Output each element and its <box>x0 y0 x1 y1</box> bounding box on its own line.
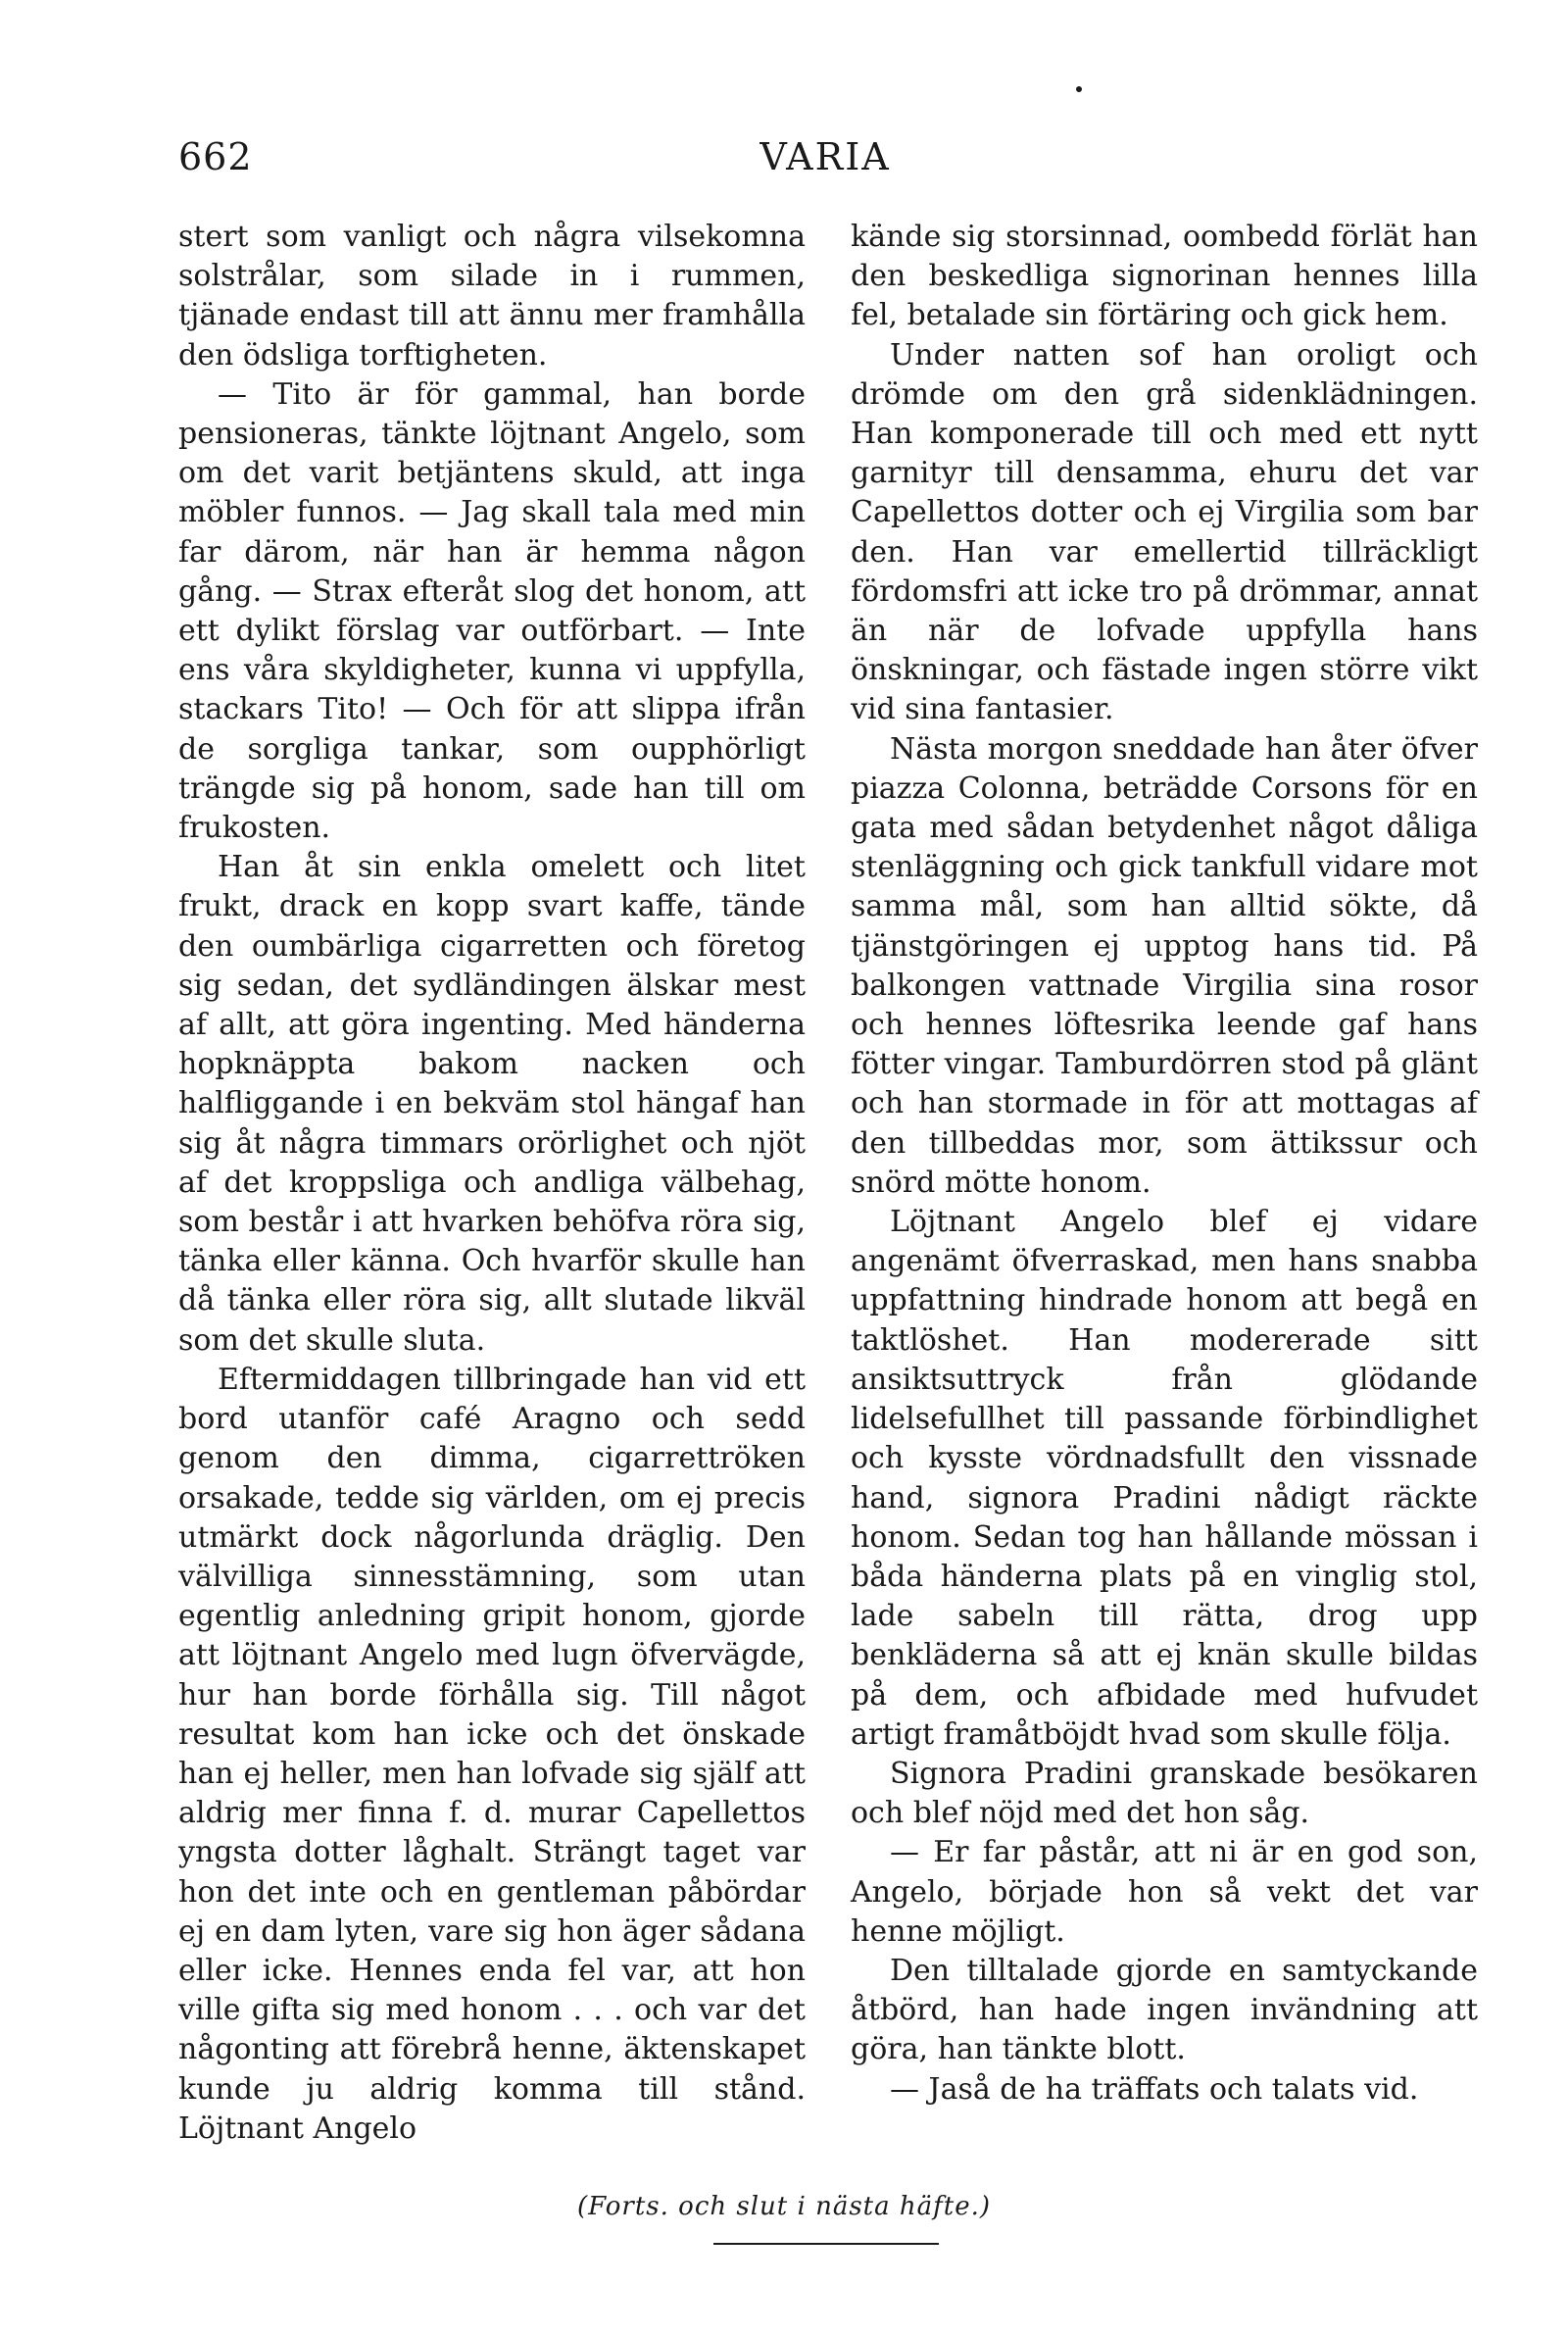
paragraph: kände sig storsinnad, oombedd förlät han den beskedliga signorinan hennes lilla fel, betalade sin förtäring och gick hem. <box>851 220 1478 333</box>
paragraph: Nästa morgon sneddade han åter öfver piazza Colonna, beträdde Corsons för en gata med sådan betydenhet något dåliga stenläggning och gick tankfull vidare mot samma mål, som han alltid sökte, då tjänstgöringen ej upptog hans tid. På balkongen vattnade Virgilia sina rosor och hennes löftesrika leende gaf hans fötter vingar. Tamburdörren stod på glänt och han stormade in för att mottagas af den tillbeddas mor, som ättikssur och snörd mötte honom. <box>851 731 1478 1200</box>
running-title: VARIA <box>760 135 891 178</box>
paragraph: Den tilltalade gjorde en samtyckande åtbörd, han hade ingen invändning att göra, han tänkte blott. <box>851 1953 1478 2067</box>
paragraph: — Jaså de ha träffats och talats vid. <box>890 2071 1419 2107</box>
footer-rule <box>713 2243 939 2245</box>
paragraph: Signora Pradini granskade besökaren och blef nöjd med det hon såg. <box>851 1756 1478 1831</box>
paragraph: Under natten sof han oroligt och drömde om den grå sidenklädningen. Han komponerade till och med ett nytt garnityr till densamma, ehuru det var Capellettos dotter och ej Virgilia som bar den. Han var emellertid tillräckligt fördomsfri att icke tro på drömmar, annat än när de lofvade uppfylla hans önskningar, och fästade ingen större vikt vid sina fantasier. <box>851 337 1478 727</box>
page-number: 662 <box>178 135 253 178</box>
paragraph: Löjtnant Angelo blef ej vidare angenämt öfverraskad, men hans snabba uppfattning hindrade honom att begå en taktlöshet. Han modererade sitt ansiktsuttryck från glödande lidelsefullhet till passande förbindlighet och kysste vördnadsfullt den vissnade hand, signora Pradini nådigt räckte honom. Sedan tog han hållande mössan i båda händerna plats på en vinglig stol, lade sabeln till rätta, drog upp benkläderna så att ej knän skulle bildas på dem, och afbidade med hufvudet artigt framåtböjdt hvad som skulle följa. <box>851 1205 1478 1752</box>
paragraph: Han åt sin enkla omelett och litet frukt, drack en kopp svart kaffe, tände den oumbärliga cigarretten och företog sig sedan, det sydländingen älskar mest af allt, att göra ingenting. Med händerna hopknäppta bakom nacken och halfliggande i en bekväm stol hängaf han sig åt några timmars orörlighet och njöt af det kroppsliga och andliga välbehag, som består i att hvarken behöfva röra sig, tänka eller känna. Och hvarför skulle han då tänka eller röra sig, allt slutade likväl som det skulle sluta. <box>178 850 806 1358</box>
paragraph: — Er far påstår, att ni är en god son, Angelo, började hon så vekt det var henne möjligt. <box>851 1835 1478 1949</box>
page-header <box>178 135 1472 194</box>
paragraph: Eftermiddagen tillbringade han vid ett bord utanför café Aragno och sedd genom den dimma, cigarrettröken orsakade, tedde sig världen, om ej precis utmärkt dock någorlunda dräglig. Den välvilliga sinnesstämning, som utan egentlig anledning gripit honom, gjorde att löjtnant Angelo med lugn öfvervägde, hur han borde förhålla sig. Till något resultat kom han icke och det önskade han ej heller, men han lofvade sig själf att aldrig mer finna f. d. murar Capellettos yngsta dotter låghalt. Strängt taget var hon det inte och en gentleman påbördar ej en dam lyten, vare sig hon äger sådana eller icke. Hennes enda fel var, att hon ville gifta sig med honom . . . och var det någonting att förebrå henne, äktenskapet kunde ju aldrig komma till stånd. Löjtnant Angelo <box>178 1362 806 2146</box>
paragraph: stert som vanligt och några vilsekomna solstrålar, som silade in i rummen, tjänade endast till att ännu mer framhålla den ödsliga torftigheten. <box>178 220 806 372</box>
continuation-note: (Forts. och slut i nästa häfte.) <box>577 2192 991 2221</box>
right-column <box>851 218 1478 2110</box>
print-speck <box>1076 86 1082 92</box>
left-column <box>178 218 806 2149</box>
paragraph: — Tito är för gammal, han borde pensioneras, tänkte löjtnant Angelo, som om det varit betjäntens skuld, att inga möbler funnos. — Jag skall tala med min far därom, när han är hemma någon gång. — Strax efteråt slog det honom, att ett dylikt förslag var outförbart. — Inte ens våra skyldigheter, kunna vi uppfylla, stackars Tito! — Och för att slippa ifrån de sorgliga tankar, som oupphörligt trängde sig på honom, sade han till om frukosten. <box>178 376 806 846</box>
